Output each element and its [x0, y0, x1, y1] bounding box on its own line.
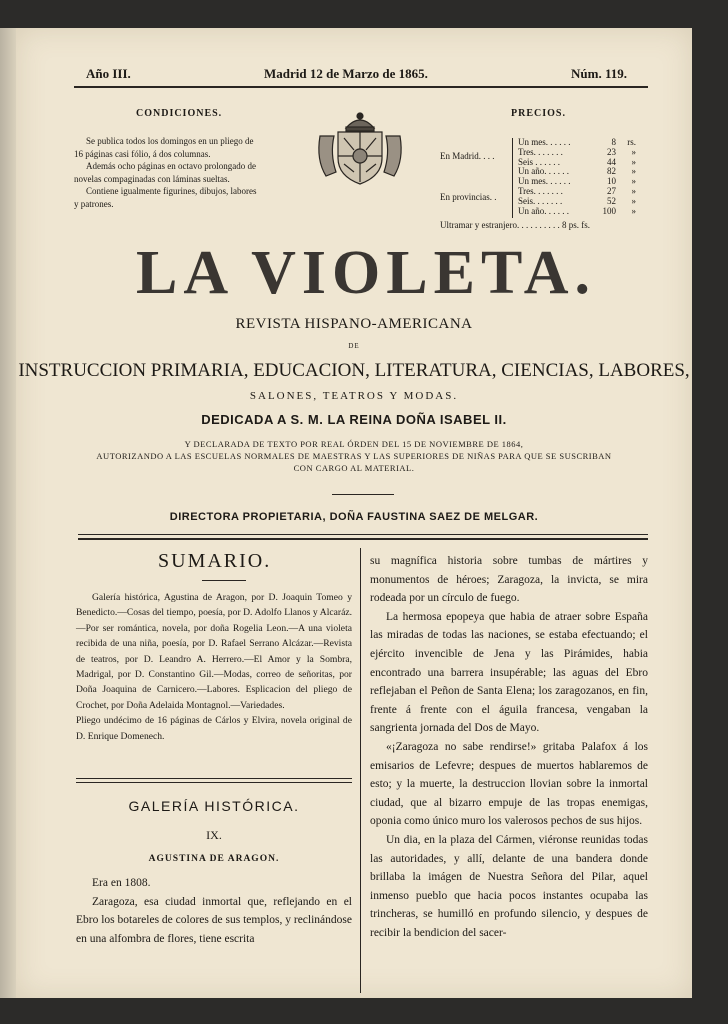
year-label: Año III. [86, 66, 131, 81]
conditions-heading: CONDICIONES. [136, 108, 223, 119]
sumario-rule-1 [76, 778, 352, 779]
price-row: Un mes. . . . . . 8 rs. [518, 137, 636, 147]
sumario-rule-2 [76, 782, 352, 783]
prices-madrid-label: En Madrid. . . . [440, 151, 495, 161]
newspaper-page [16, 28, 692, 998]
right-column-text: su magnífica historia sobre tumbas de mártires y monumentos de héroes; Zaragoza, la invicta, se mira rodeada por un círculo de fuego. La hermosa epopeya que habia de atraer sobre España las miradas de todas las naciones, se estaba efectuando; el ejército invencible de Jena y las Pirámides, habia encontrado una barrera insupérable; las aguas del Ebro reflejaban el Peñon de Santa Elena; los zaragozanos, en fin, frente á frente con el águila francesa, vengaban la sangrienta jornada del Dos de Mayo. «¡Zaragoza no sabe rendirse!» gritaba Palafox á los emisarios de Lefevre; despues de muertos hablaremos de esto; y la muerte, la destruccion llovian sobre la inmortal ciudad, que al bizarro empuje de las tropas enemigas, oponia como único muro los valerosos pechos de sus hijos. Un dia, en la plaza del Cármen, viéronse reunidas todas las autoridades, y allí, delante de una bandera donde brillaba la imágen de Nuestra Señora del Pilar, aquel inmenso pueblo que hacia pocos instantes ocupaba las trincheras, se humilló en profundo silencio, y despues de recibir la bendicion del sacer- [370, 555, 648, 939]
newspaper-title: LA VIOLETA. [136, 239, 596, 307]
director-line: DIRECTORA PROPIETARIA, DOÑA FAUSTINA SAEZ DE MELGAR. [169, 511, 539, 523]
section-rule-bottom [78, 538, 648, 540]
price-row: Tres. . . . . . . 27 » [518, 185, 636, 196]
sumario-heading: SUMARIO. [158, 550, 272, 572]
section-rule-top [78, 534, 648, 535]
prices-table [518, 138, 636, 216]
declaration: Y DECLARADA DE TEXTO POR REAL ÓRDEN DEL 15 DE NOVIEMBRE DE 1864, AUTORIZANDO A LAS ESCUELAS NORMALES DE MAESTRAS Y LAS SUPERIORES DE NIÑAS PARA QUE SE SUSCRIBAN CON CARGO AL MATERIAL. [96, 439, 612, 473]
issue-number: Núm. 119. [571, 66, 627, 81]
price-row: Un mes. . . . . . 10 » [518, 176, 636, 187]
prices-ultramar: Ultramar y estranjero. . . . . . . . . . 8 ps. fs. [440, 220, 590, 230]
galeria-numeral: IX. [206, 828, 222, 842]
sumario-text: Galería histórica, Agustina de Aragon, por D. Joaquin Tomeo y Benedicto.—Cosas del tiempo, poesía, por D. Adolfo Llanos y Alcaráz.—Por ser romántica, novela, por doña Rogelia Leon.—A una violeta recibida de una niña, poesía, por D. Rafael Serrano Alcázar.—Revista de teatros, por D. Leandro A. Herrero.—El Amor y la Sombra, Madrigal, por D. Constantino Gil.—Modas, correo de señoritas, por Doña Joaquina de Carnicero.—Labores. Esplicacion del pliego de Crochet, por Doña Adelaida Montagnol.—Variedades. Pliego undécimo de 16 páginas de Cárlos y Elvira, novela original de D. Enrique Domenech. [76, 592, 352, 742]
prices-heading: PRECIOS. [511, 108, 566, 119]
price-row: Seis. . . . . . . 52 » [518, 195, 636, 206]
subtitle-topics: INSTRUCCION PRIMARIA, EDUCACION, LITERATURA, CIENCIAS, LABORES, [18, 360, 690, 381]
price-row: Un año. . . . . . 100 » [518, 205, 636, 216]
issue-date: Madrid 12 de Marzo de 1865. [264, 66, 428, 81]
prices-provincias-label: En provincias. . [440, 192, 497, 202]
galeria-heading: GALERÍA HISTÓRICA. [128, 798, 300, 814]
column-divider [360, 548, 361, 993]
subtitle-revista: REVISTA HISPANO-AMERICANA [235, 316, 473, 332]
conditions-text: Se publica todos los domingos en un pliego de 16 páginas casi fólio, á dos columnas. Además ocho páginas en octavo prolongado de novelas compaginadas con láminas sueltas. Contiene igualmente figurines, dibujos, labores y patrones. [74, 136, 257, 209]
price-row: Un año. . . . . . 82 » [518, 166, 636, 177]
sumario-divider [202, 580, 246, 581]
short-divider [332, 494, 394, 495]
galeria-text: Era en 1808. Zaragoza, esa ciudad inmortal que, reflejando en el Ebro los botareles de colores de sus templos, y reclinándose en una alfombra de flores, tiene escrita [76, 877, 352, 945]
subtitle-salones: SALONES, TEATROS Y MODAS. [249, 390, 459, 402]
price-row: Seis . . . . . . 44 » [518, 156, 636, 167]
galeria-subheading: AGUSTINA DE ARAGON. [148, 854, 280, 864]
dedication: DEDICADA A S. M. LA REINA DOÑA ISABEL II. [201, 412, 507, 427]
prices-brace [512, 138, 513, 218]
royal-coat-of-arms-icon [312, 110, 408, 188]
price-row: Tres. . . . . . . 23 » [518, 146, 636, 157]
masthead-rule [74, 86, 648, 88]
subtitle-de: DE [348, 342, 360, 350]
